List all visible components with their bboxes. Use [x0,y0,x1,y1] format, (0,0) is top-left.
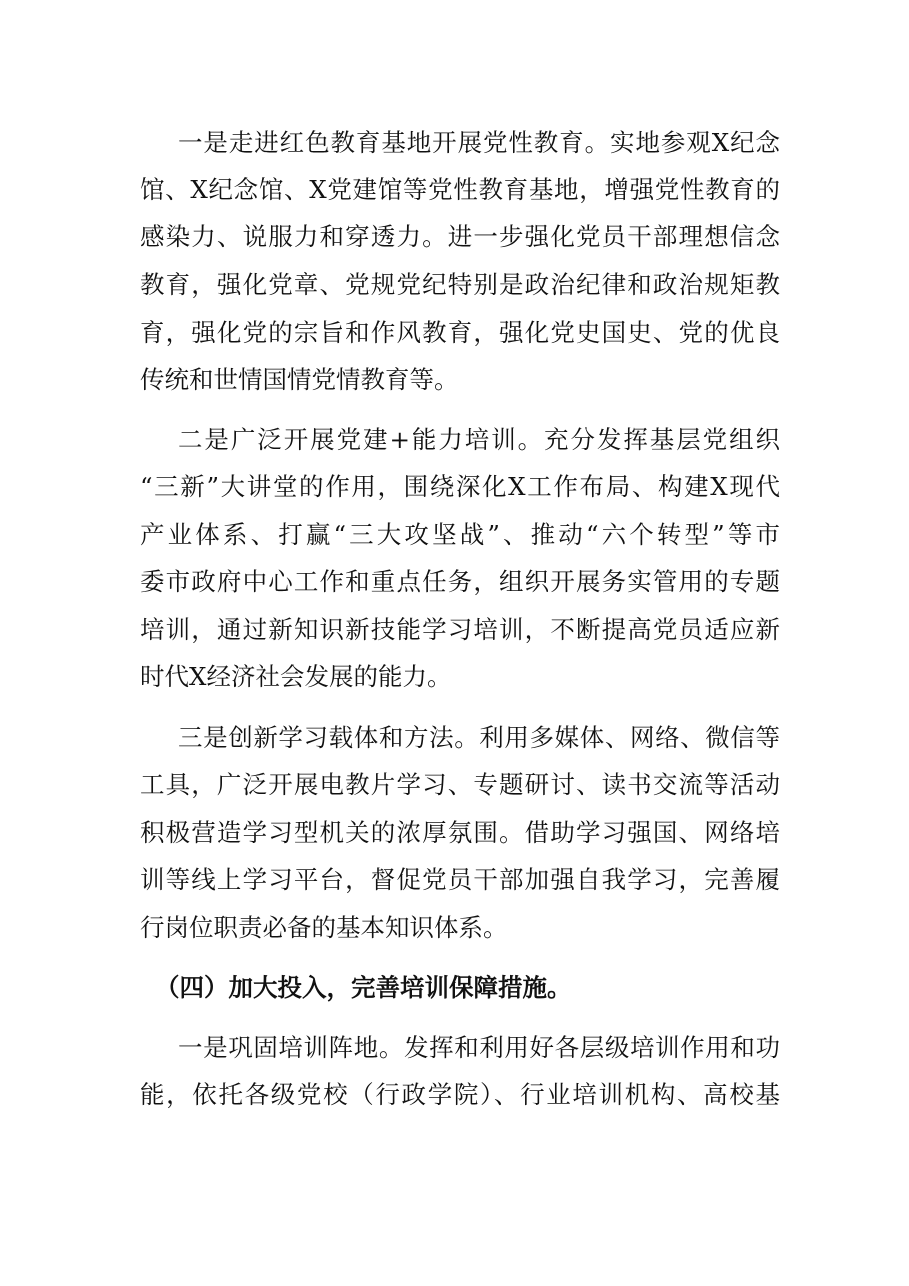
paragraph-3-line-1: 三是创新学习载体和方法。利用多媒体、网络、微信等 [178,723,780,752]
paragraph-3-line-3: 积极营造学习型机关的浓厚氛围。借助学习强国、网络培 [140,818,780,847]
paragraph-4-line-1: 一是巩固培训阵地。发挥和利用好各层级培训作用和功 [178,1033,780,1062]
paragraph-2-line-1: 二是广泛开展党建+能力培训。充分发挥基层党组织 [178,425,780,454]
paragraph-1-line-2: 馆、X纪念馆、X党建馆等党性教育基地，增强党性教育的 [140,175,780,204]
paragraph-2-line-2: “三新”大讲堂的作用，围绕深化X工作布局、构建X现代 [140,472,780,501]
paragraph-1-line-6: 传统和世情国情党情教育等。 [140,365,459,394]
paragraph-2-line-5: 培训，通过新知识新技能学习培训，不断提高党员适应新 [140,615,780,644]
paragraph-3-line-5: 行岗位职责必备的基本知识体系。 [140,913,508,942]
paragraph-2-line-3: 产业体系、打赢“三大攻坚战”、推动“六个转型”等市 [140,520,780,549]
paragraph-1-line-5: 育，强化党的宗旨和作风教育，强化党史国史、党的优良 [140,318,780,347]
paragraph-2-line-4: 委市政府中心工作和重点任务，组织开展务实管用的专题 [140,567,780,596]
paragraph-3-line-4: 训等线上学习平台，督促党员干部加强自我学习，完善履 [140,865,780,894]
section-heading: （四）加大投入，完善培训保障措施。 [155,973,572,1002]
paragraph-1-line-1: 一是走进红色教育基地开展党性教育。实地参观X纪念 [178,128,780,157]
paragraph-4-line-2: 能，依托各级党校（行政学院）、行业培训机构、高校基 [140,1080,780,1109]
paragraph-3-line-2: 工具，广泛开展电教片学习、专题研讨、读书交流等活动 [140,770,780,799]
paragraph-1-line-4: 教育，强化党章、党规党纪特别是政治纪律和政治规矩教 [140,270,780,299]
paragraph-2-line-6: 时代X经济社会发展的能力。 [140,662,452,691]
paragraph-1-line-3: 感染力、说服力和穿透力。进一步强化党员干部理想信念 [140,222,780,251]
